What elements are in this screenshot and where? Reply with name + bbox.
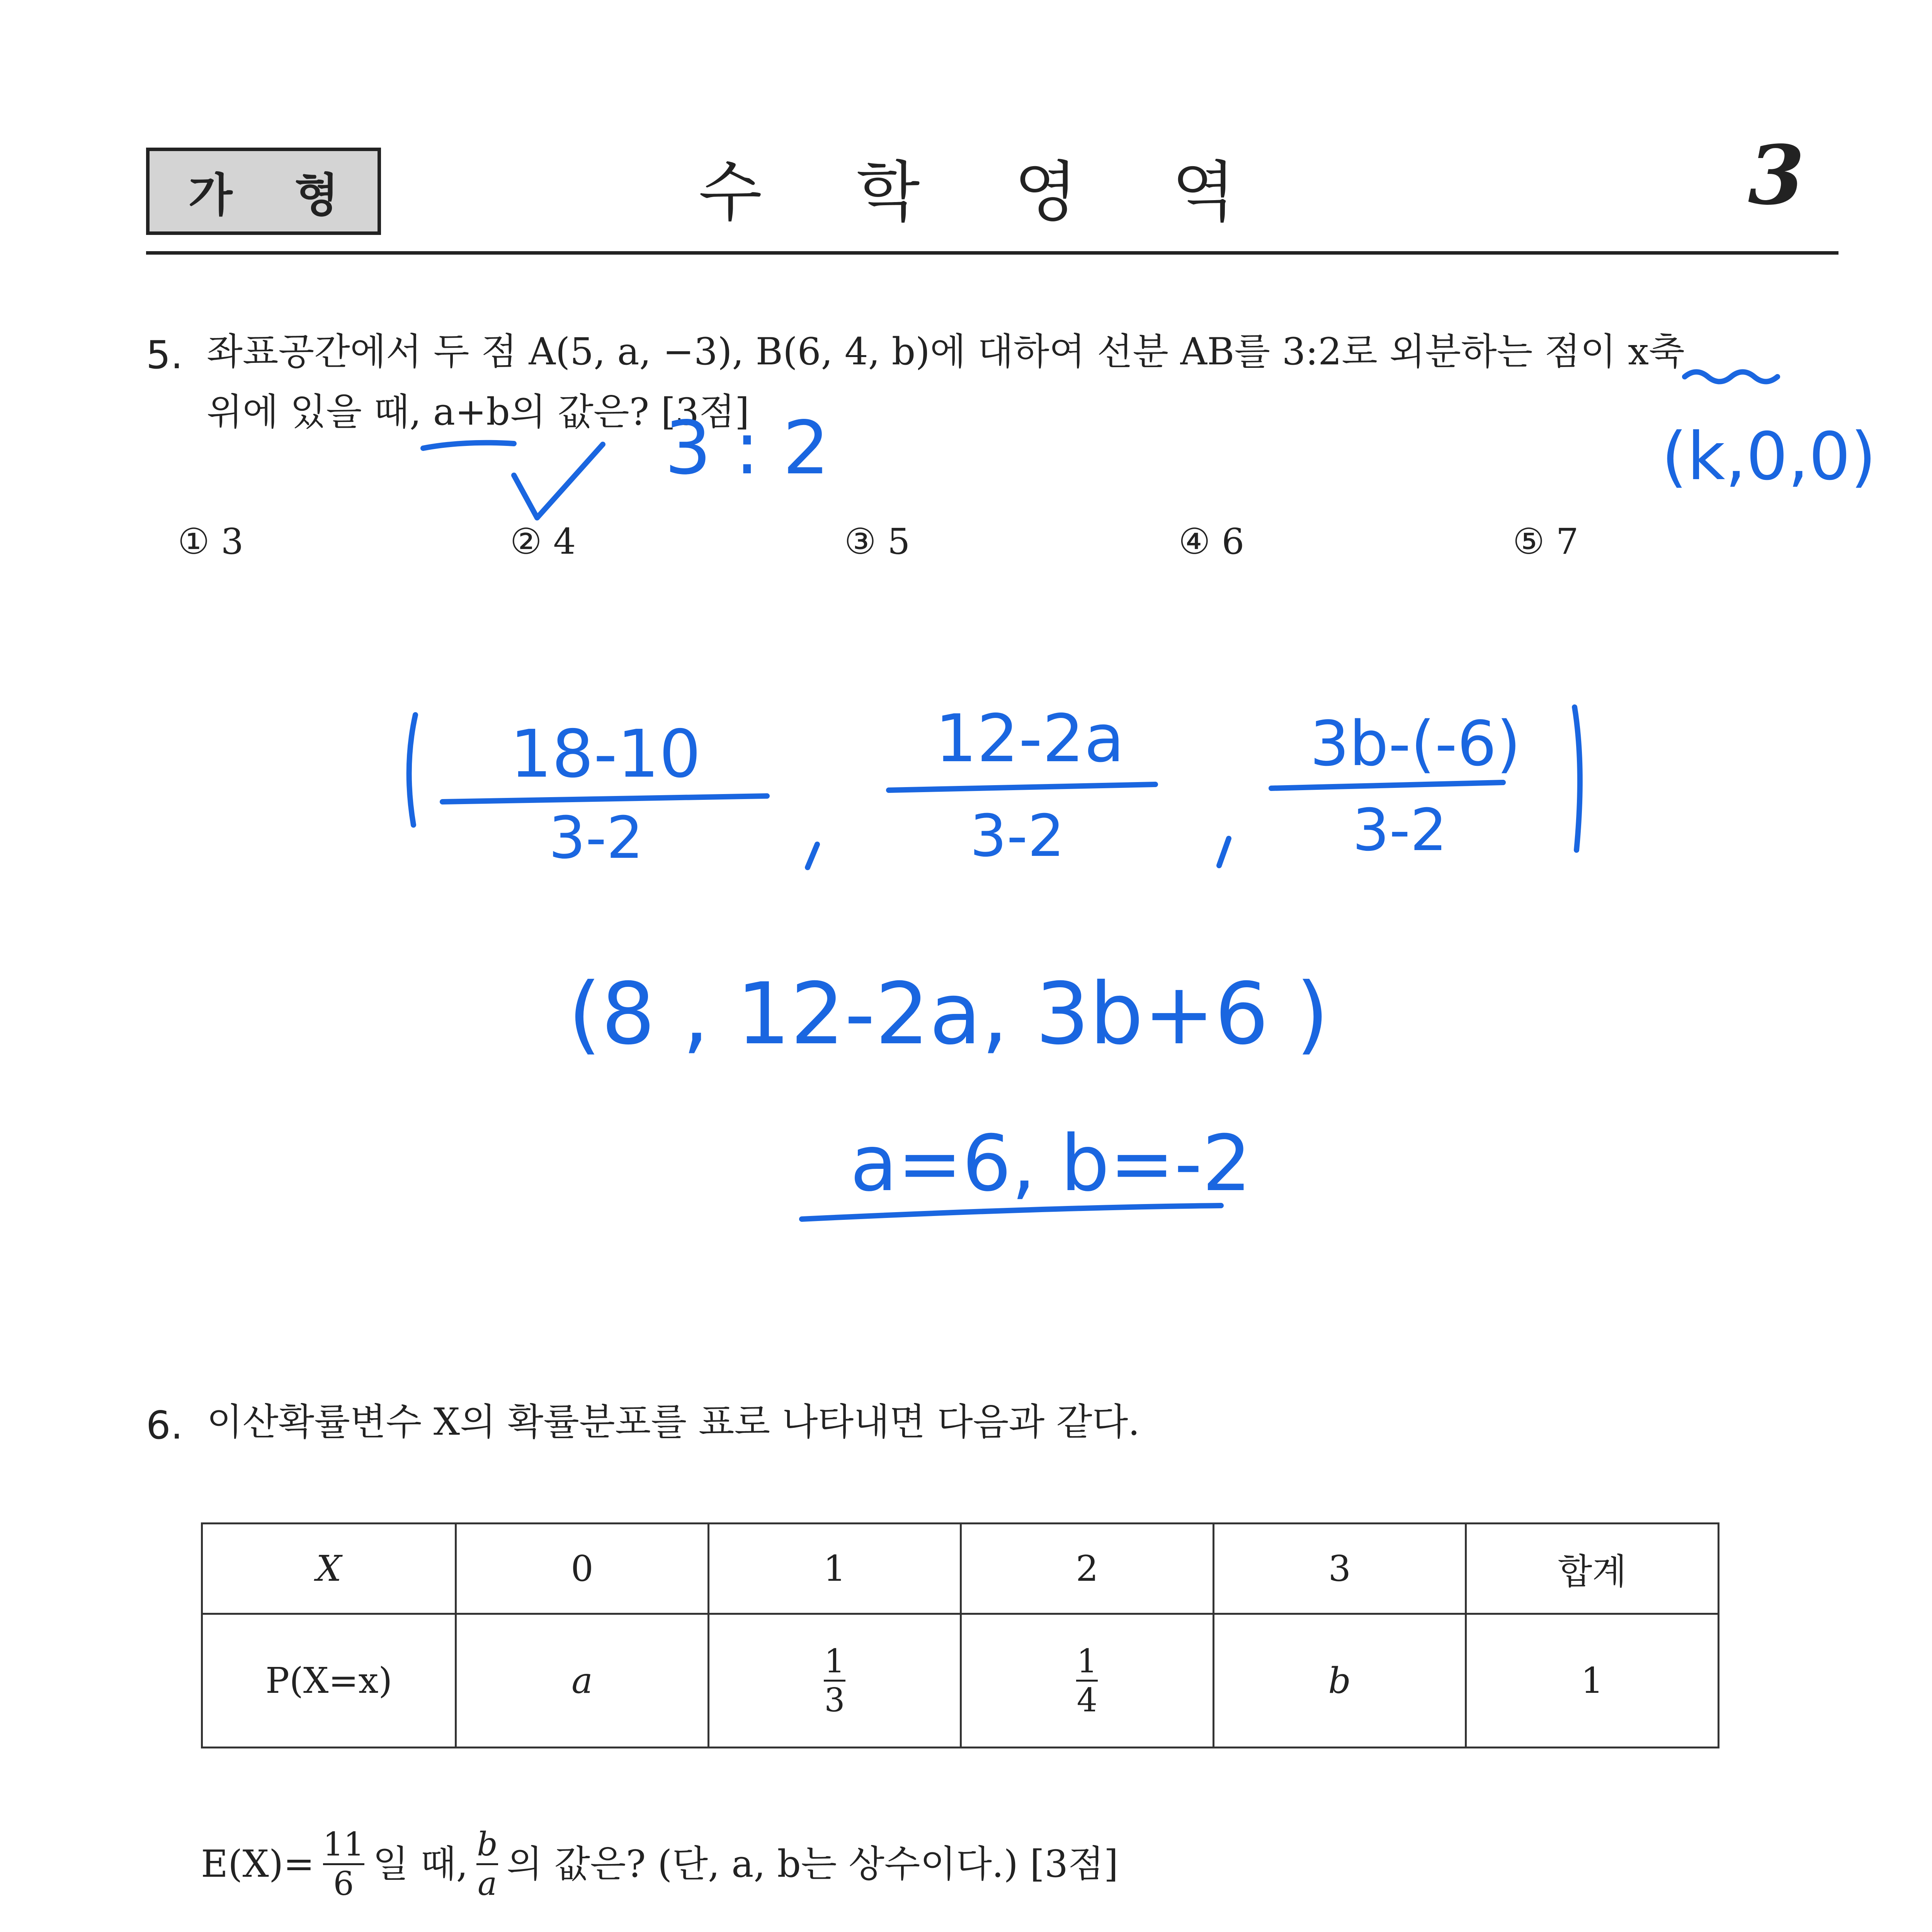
fraction-numerator: 1 [1077,1642,1098,1680]
table-cell: 2 [961,1524,1213,1614]
table-cell: 0 [456,1524,708,1614]
question-6-number: 6. [146,1403,183,1448]
q5-choice-3[interactable]: ③ 5 [844,521,910,562]
question-6-intro: 이산확률변수 X의 확률분포를 표로 나타내면 다음과 같다. [207,1400,1140,1444]
fraction-bar-stroke [1271,782,1503,788]
fraction-denominator: 3 [824,1681,845,1719]
subject-title: 수 학 영 역 [699,154,1272,231]
hw-frac1-num: 18-10 [510,716,701,793]
hw-frac2-num: 12-2a [935,701,1124,777]
condition-mid: 일 때, [372,1842,468,1886]
hw-note-ratio: 3 : 2 [665,405,830,491]
wavy-underline-stroke [1685,372,1777,382]
hw-result: a=6, b=-2 [850,1119,1252,1209]
fraction-denominator: 4 [1077,1681,1098,1719]
q5-choice-5[interactable]: ⑤ 7 [1513,521,1579,562]
page-number: 3 [1748,128,1804,223]
checkmark-icon [514,444,603,518]
condition-suffix: 의 값은? (단, a, b는 상수이다.) [3점] [507,1842,1119,1886]
hw-frac3-num: 3b-(-6) [1310,707,1521,780]
q5-choice-1[interactable]: ① 3 [178,521,244,562]
fraction-numerator: b [477,1825,498,1863]
hw-midpoint: (8 , 12-2a, 3b+6 ) [568,964,1329,1063]
q5-choice-2[interactable]: ② 4 [510,521,576,562]
question-5-line-2: 위에 있을 때, a+b의 값은? [3점] [207,390,750,434]
condition-prefix: E(X)= [201,1842,315,1886]
paren-stroke [1575,707,1580,850]
comma-stroke [808,844,817,867]
table-cell: b [1213,1614,1466,1748]
table-cell: a [456,1614,708,1748]
fraction-numerator: 1 [824,1642,845,1680]
hw-frac1-den: 3-2 [549,804,643,872]
fraction-denominator: 6 [333,1864,354,1903]
table-header-x: X [202,1524,456,1614]
table-cell: 3 [1213,1524,1466,1614]
table-header-probability: P(X=x) [202,1614,456,1748]
table-header-total: 합계 [1466,1524,1719,1614]
underline-stroke [423,443,514,448]
comma-stroke [1219,838,1229,866]
question-5-line-1: 좌표공간에서 두 점 A(5, a, −3), B(6, 4, b)에 대하여 선분 AB를 3:2로 외분하는 점이 x축 [207,330,1685,373]
fraction-bar-stroke [442,796,767,802]
paren-stroke [409,715,415,825]
table-cell: 1 [708,1524,961,1614]
exam-type-label: 가 형 [146,148,381,235]
q5-choice-4[interactable]: ④ 6 [1179,521,1245,562]
table-cell: 1 [1466,1614,1719,1748]
question-5-number: 5. [146,332,183,378]
fraction-bar-stroke [889,784,1155,790]
hw-frac2-den: 3-2 [970,803,1065,870]
fraction-numerator: 11 [323,1825,364,1863]
hw-frac3-den: 3-2 [1352,797,1447,864]
fraction-denominator: a [478,1864,497,1903]
hw-note-point: (k,0,0) [1662,418,1876,495]
